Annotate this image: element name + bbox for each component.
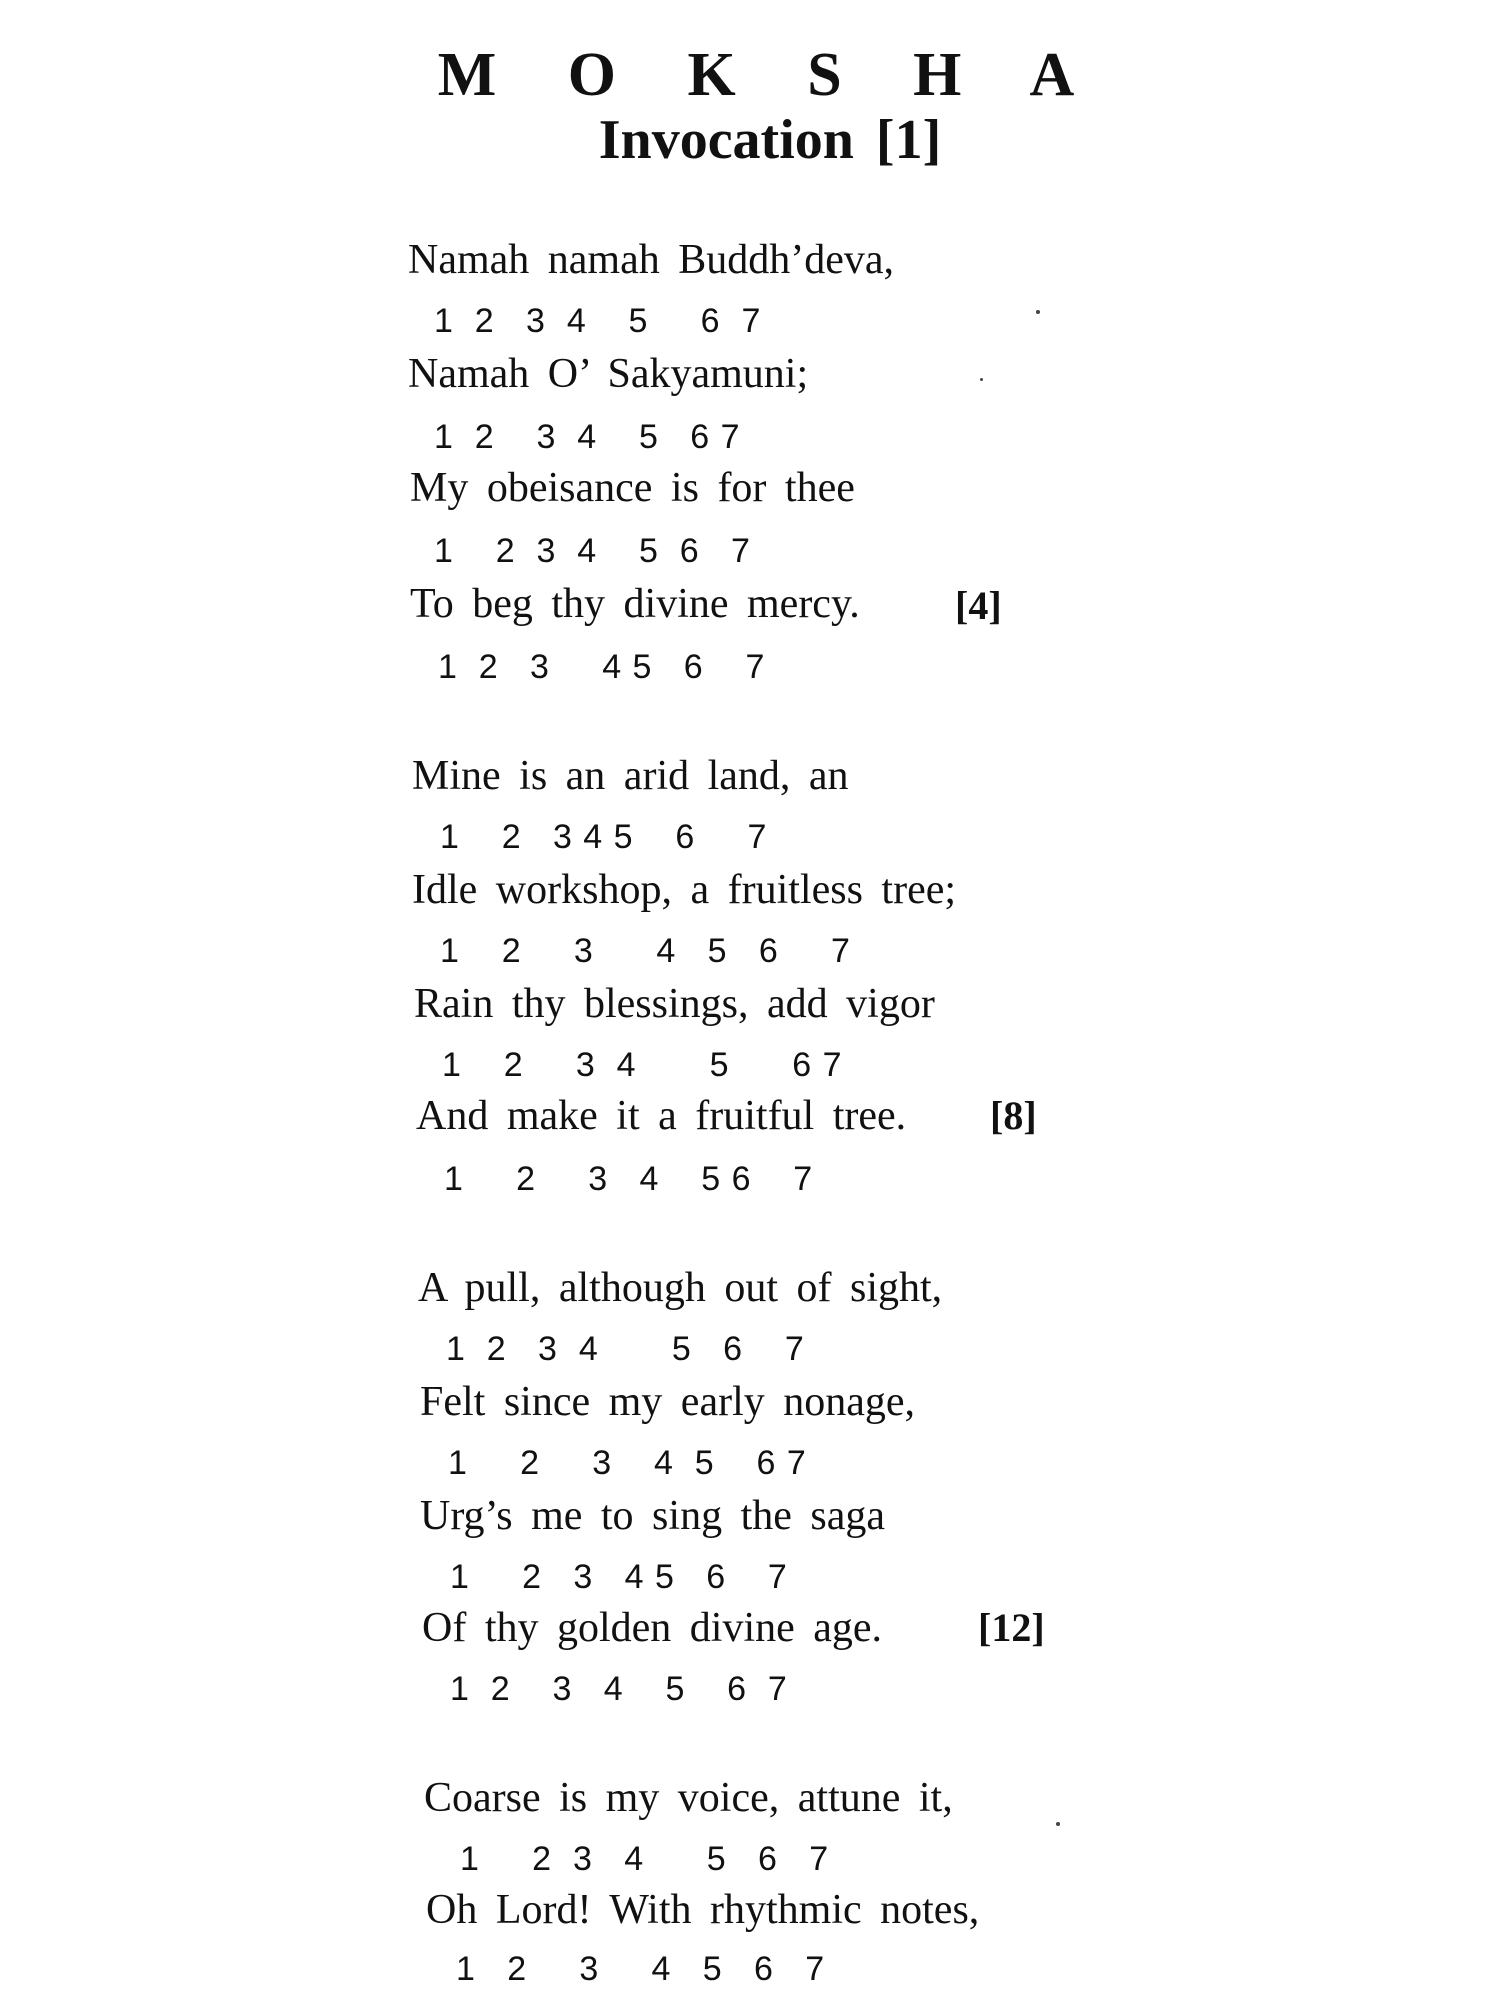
verse-line: Namah namah Buddh’deva, bbox=[408, 237, 895, 283]
beat-numbers: 1 2 3 4 5 6 7 bbox=[440, 818, 768, 856]
beat-numbers: 1 2 3 4 5 6 7 bbox=[456, 1950, 826, 1988]
beat-numbers: 1 2 3 4 5 6 7 bbox=[442, 1046, 843, 1084]
page-title: M O K S H A bbox=[437, 41, 1103, 109]
beat-numbers: 1 2 3 4 5 6 7 bbox=[434, 532, 751, 570]
beat-numbers: 1 2 3 4 5 6 7 bbox=[448, 1444, 807, 1482]
scan-speck bbox=[980, 378, 983, 381]
line-count-marker: [12] bbox=[978, 1605, 1045, 1650]
scan-speck bbox=[1036, 310, 1040, 314]
verse-line: Idle workshop, a fruitless tree; bbox=[412, 867, 957, 913]
beat-numbers: 1 2 3 4 5 6 7 bbox=[440, 932, 851, 970]
page-subtitle bbox=[20, 108, 1500, 172]
verse-line: And make it a fruitful tree. bbox=[416, 1093, 907, 1139]
beat-numbers: 1 2 3 4 5 6 7 bbox=[434, 418, 741, 456]
verse-line: Mine is an arid land, an bbox=[412, 753, 849, 799]
beat-numbers: 1 2 3 4 5 6 7 bbox=[450, 1670, 788, 1708]
beat-numbers: 1 2 3 4 5 6 7 bbox=[450, 1558, 788, 1596]
line-count-marker: [8] bbox=[990, 1093, 1037, 1138]
verse-line: A pull, although out of sight, bbox=[418, 1265, 943, 1311]
verse-line: My obeisance is for thee bbox=[410, 465, 855, 511]
beat-numbers: 1 2 3 4 5 6 7 bbox=[446, 1330, 805, 1368]
verse-line: Felt since my early nonage, bbox=[420, 1379, 916, 1425]
verse-line: Oh Lord! With rhythmic notes, bbox=[426, 1887, 980, 1933]
verse-line: To beg thy divine mercy. bbox=[410, 581, 860, 627]
beat-numbers: 1 2 3 4 5 6 7 bbox=[444, 1160, 814, 1198]
beat-numbers: 1 2 3 4 5 6 7 bbox=[438, 648, 766, 686]
subtitle-text: Invocation bbox=[598, 109, 854, 171]
scan-speck bbox=[1056, 1822, 1060, 1826]
verse-line: Namah O’ Sakyamuni; bbox=[408, 351, 809, 397]
subtitle-number: [1] bbox=[875, 109, 942, 171]
verse-line: Rain thy blessings, add vigor bbox=[414, 981, 935, 1027]
verse-line: Coarse is my voice, attune it, bbox=[424, 1775, 953, 1821]
line-count-marker: [4] bbox=[955, 583, 1002, 628]
beat-numbers: 1 2 3 4 5 6 7 bbox=[460, 1840, 830, 1878]
verse-line: Urg’s me to sing the saga bbox=[420, 1493, 886, 1539]
verse-line: Of thy golden divine age. bbox=[422, 1605, 883, 1651]
beat-numbers: 1 2 3 4 5 6 7 bbox=[434, 302, 762, 340]
